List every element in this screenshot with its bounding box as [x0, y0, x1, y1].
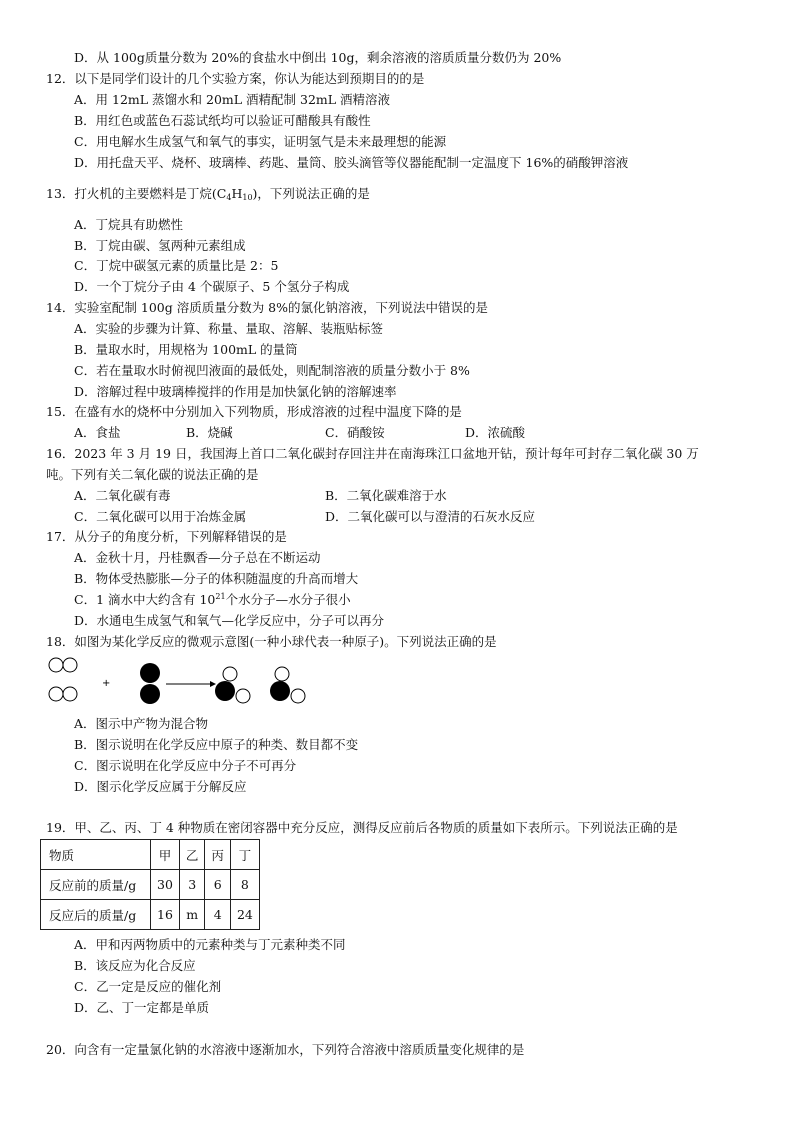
reactant-white-molecules — [49, 658, 77, 701]
q12-option-d: D．用托盘天平、烧杯、玻璃棒、药匙、量筒、胶头滴管等仪器能配制一定温度下 16%的硝酸钾溶液 — [74, 155, 629, 170]
q20-stem: 20．向含有一定量氯化钠的水溶液中逐渐加水，下列符合溶液中溶质质量变化规律的是 — [46, 1042, 525, 1057]
q11-option-d: D．从 100g质量分数为 20%的食盐水中倒出 10g，剩余溶液的溶质质量分数仍为 20% — [74, 50, 562, 65]
q19-option-b: B．该反应为化合反应 — [74, 958, 196, 973]
q15-option-a: A．食盐 — [74, 425, 121, 440]
q14-stem: 14．实验室配制 100g 溶质质量分数为 8%的氯化钠溶液，下列说法中错误的是 — [46, 300, 489, 315]
q13-option-c: C．丁烷中碳氢元素的质量比是 2：5 — [74, 258, 279, 273]
table-cell: 丙 — [205, 840, 231, 870]
q17-option-a: A．金秋十月，丹桂飘香—分子总在不断运动 — [74, 550, 321, 565]
q15-option-c: C．硝酸铵 — [325, 425, 385, 440]
reaction-micro-diagram — [44, 656, 324, 708]
q18-stem: 18．如图为某化学反应的微观示意图(一种小球代表一种原子)。下列说法正确的是 — [46, 634, 497, 649]
q16-option-d: D．二氧化碳可以与澄清的石灰水反应 — [325, 509, 536, 524]
table-cell: 30 — [151, 870, 180, 900]
q19-option-d: D．乙、丁一定都是单质 — [74, 1000, 210, 1015]
table-cell: 乙 — [179, 840, 205, 870]
q17-stem: 17．从分子的角度分析，下列解释错误的是 — [46, 529, 287, 544]
q13-option-a: A．丁烷具有助燃性 — [74, 217, 184, 232]
table-cell: 6 — [205, 870, 231, 900]
q15-option-d: D．浓硫酸 — [465, 425, 526, 440]
table-cell: 8 — [230, 870, 259, 900]
q14-option-b: B．量取水时，用规格为 100mL 的量筒 — [74, 342, 298, 357]
q16-stem-line1: 16．2023 年 3 月 19 日，我国海上首口二氧化碳封存回注井在南海珠江口盆地开钻，预计每年可封存二氧化碳 30 万 — [46, 446, 699, 461]
reaction-arrow — [166, 681, 216, 687]
table-cell: 16 — [151, 900, 180, 930]
q12-option-c: C．用电解水生成氢气和氧气的事实，证明氢气是未来最理想的能源 — [74, 134, 447, 149]
table-cell: 反应前的质量/g — [41, 870, 151, 900]
q12-stem: 12．以下是同学们设计的几个实验方案，你认为能达到预期目的的是 — [46, 71, 425, 86]
q15-option-b: B．烧碱 — [186, 425, 233, 440]
q13-stem: 13．打火机的主要燃料是丁烷$(C_4H_{10})$，下列说法正确的是 — [46, 186, 370, 202]
q19-stem: 19．甲、乙、丙、丁 4 种物质在密闭容器中充分反应，测得反应前后各物质的质量如下表所示。下列说法正确的是 — [46, 820, 678, 835]
q15-stem: 15．在盛有水的烧杯中分别加入下列物质，形成溶液的过程中温度下降的是 — [46, 404, 462, 419]
reactant-black-molecule — [140, 663, 160, 704]
table-header-row — [41, 840, 260, 870]
table-cell: 丁 — [230, 840, 259, 870]
q14-option-a: A．实验的步骤为计算、称量、量取、溶解、装瓶贴标签 — [74, 321, 384, 336]
table-cell: 甲 — [151, 840, 180, 870]
table-cell: 物质 — [41, 840, 151, 870]
table-cell: 4 — [205, 900, 231, 930]
table-cell: 24 — [230, 900, 259, 930]
q16-option-c: C．二氧化碳可以用于冶炼金属 — [74, 509, 247, 524]
q12-option-b: B．用红色或蓝色石蕊试纸均可以验证可醋酸具有酸性 — [74, 113, 371, 128]
q18-option-b: B．图示说明在化学反应中原子的种类、数目都不变 — [74, 737, 359, 752]
q17-option-d: D．水通电生成氢气和氧气—化学反应中，分子可以再分 — [74, 613, 385, 628]
q18-option-d: D．图示化学反应属于分解反应 — [74, 779, 247, 794]
q19-mass-table — [40, 839, 260, 930]
table-cell: m — [179, 900, 205, 930]
q16-stem-line2: 吨。下列有关二氧化碳的说法正确的是 — [46, 467, 259, 482]
q14-option-c: C．若在量取水时俯视凹液面的最低处，则配制溶液的质量分数小于 8% — [74, 363, 470, 378]
q19-option-c: C．乙一定是反应的催化剂 — [74, 979, 222, 994]
q18-option-a: A．图示中产物为混合物 — [74, 716, 209, 731]
table-cell: 3 — [179, 870, 205, 900]
product-molecule-1 — [215, 667, 250, 703]
table-row — [41, 870, 260, 900]
table-cell: 反应后的质量/g — [41, 900, 151, 930]
plus-sign: + — [102, 678, 111, 689]
q16-option-a: A．二氧化碳有毒 — [74, 488, 171, 503]
q13-option-b: B．丁烷由碳、氢两种元素组成 — [74, 238, 246, 253]
product-molecule-2 — [270, 667, 305, 703]
q16-option-b: B．二氧化碳难溶于水 — [325, 488, 447, 503]
q13-option-d: D．一个丁烷分子由 4 个碳原子、5 个氢分子构成 — [74, 279, 350, 294]
q17-option-b: B．物体受热膨胀—分子的体积随温度的升高而增大 — [74, 571, 359, 586]
q17-option-c: C．1 滴水中大约含有 $10^{21}$个水分子—水分子很小 — [74, 592, 351, 607]
q18-option-c: C．图示说明在化学反应中分子不可再分 — [74, 758, 297, 773]
q12-option-a: A．用 12mL 蒸馏水和 20mL 酒精配制 32mL 酒精溶液 — [74, 92, 391, 107]
q19-option-a: A．甲和丙两物质中的元素种类与丁元素种类不同 — [74, 937, 346, 952]
table-row — [41, 900, 260, 930]
q14-option-d: D．溶解过程中玻璃棒搅拌的作用是加快氯化钠的溶解速率 — [74, 384, 397, 399]
